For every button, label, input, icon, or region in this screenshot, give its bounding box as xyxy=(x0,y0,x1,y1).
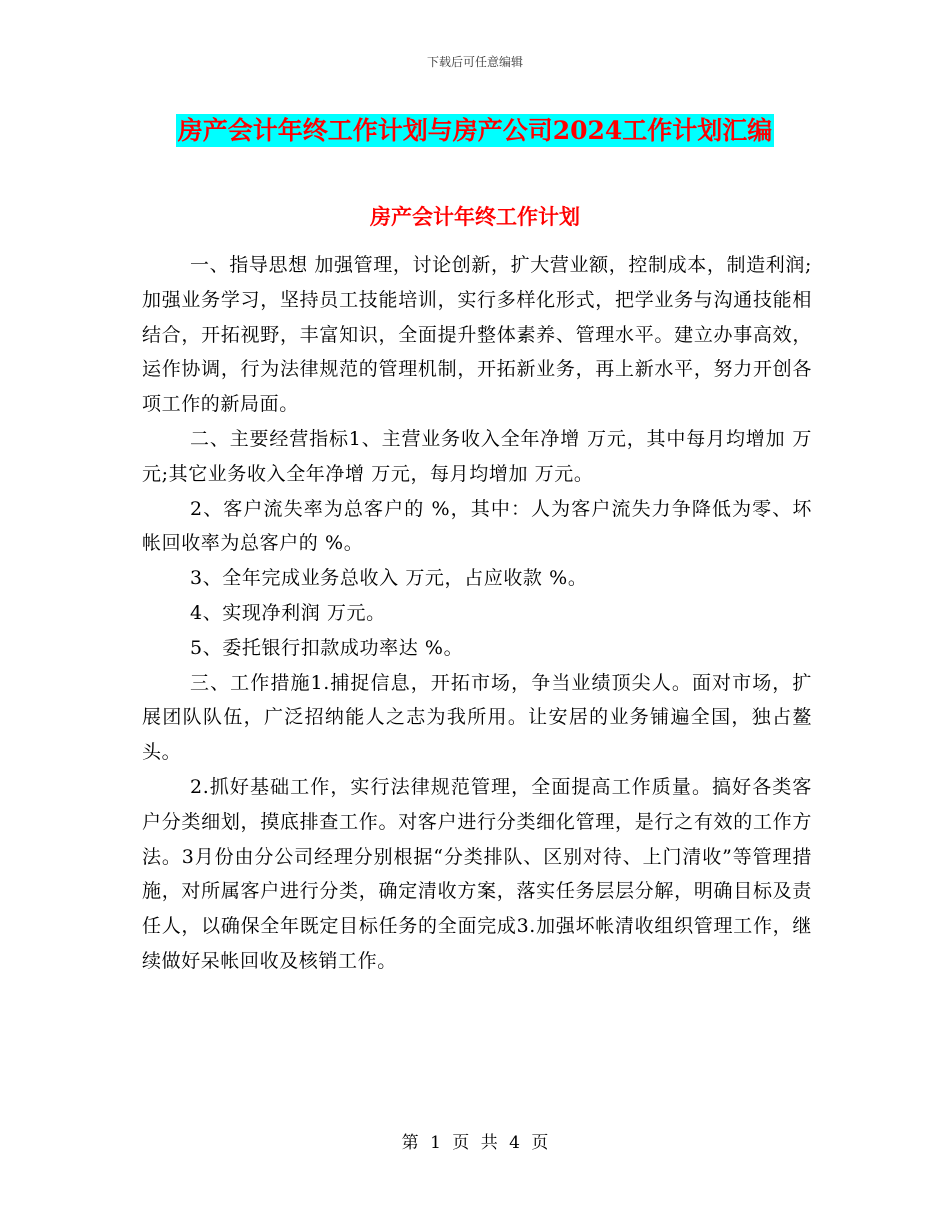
document-title-text: 房产会计年终工作计划与房产公司2024工作计划汇编 xyxy=(177,116,773,145)
paragraph: 2、客户流失率为总客户的 %，其中：人为客户流失力争降低为零、坏帐回收率为总客户的 %。 xyxy=(142,497,812,555)
section-title: 房产会计年终工作计划 xyxy=(370,204,580,229)
paragraph: 三、工作措施1.捕捉信息，开拓市场，争当业绩顶尖人。面对市场，扩展团队队伍，广泛招纳能人之志为我所用。让安居的业务铺遍全国，独占鳌头。 xyxy=(142,671,812,764)
document-body xyxy=(142,248,812,979)
document-title xyxy=(0,112,950,150)
paragraph: 3、全年完成业务总收入 万元，占应收款 %。 xyxy=(190,567,588,590)
paragraph: 2.抓好基础工作，实行法律规范管理，全面提高工作质量。搞好各类客户分类细划，摸底排查工作。对客户进行分类细化管理，是行之有效的工作方法。3月份由分公司经理分别根据“分类排队、区别对待、上门清收”等管理措施，对所属客户进行分类，确定清收方案，落实任务层层分解，明确目标及责任人，以确保全年既定目标任务的全面完成3.加强坏帐清收组织管理工作，继续做好呆帐回收及核销工作。 xyxy=(142,775,812,972)
paragraph: 5、委托银行扣款成功率达 %。 xyxy=(190,636,464,659)
paragraph: 4、实现净利润 万元。 xyxy=(190,601,386,624)
paragraph: 一、指导思想 加强管理，讨论创新，扩大营业额，控制成本，制造利润;加强业务学习，坚持员工技能培训，实行多样化形式，把学业务与沟通技能相结合，开拓视野，丰富知识，全面提升整体素养、管理水平。建立办事高效，运作协调，行为法律规范的管理机制，开拓新业务，再上新水平，努力开创各项工作的新局面。 xyxy=(142,254,812,416)
header-note: 下载后可任意编辑 xyxy=(426,55,523,69)
page-number-footer: 第 1 页 共 4 页 xyxy=(401,1133,549,1153)
paragraph: 二、主要经营指标1、主营业务收入全年净增 万元，其中每月均增加 万元;其它业务收入全年净增 万元，每月均增加 万元。 xyxy=(142,427,812,485)
